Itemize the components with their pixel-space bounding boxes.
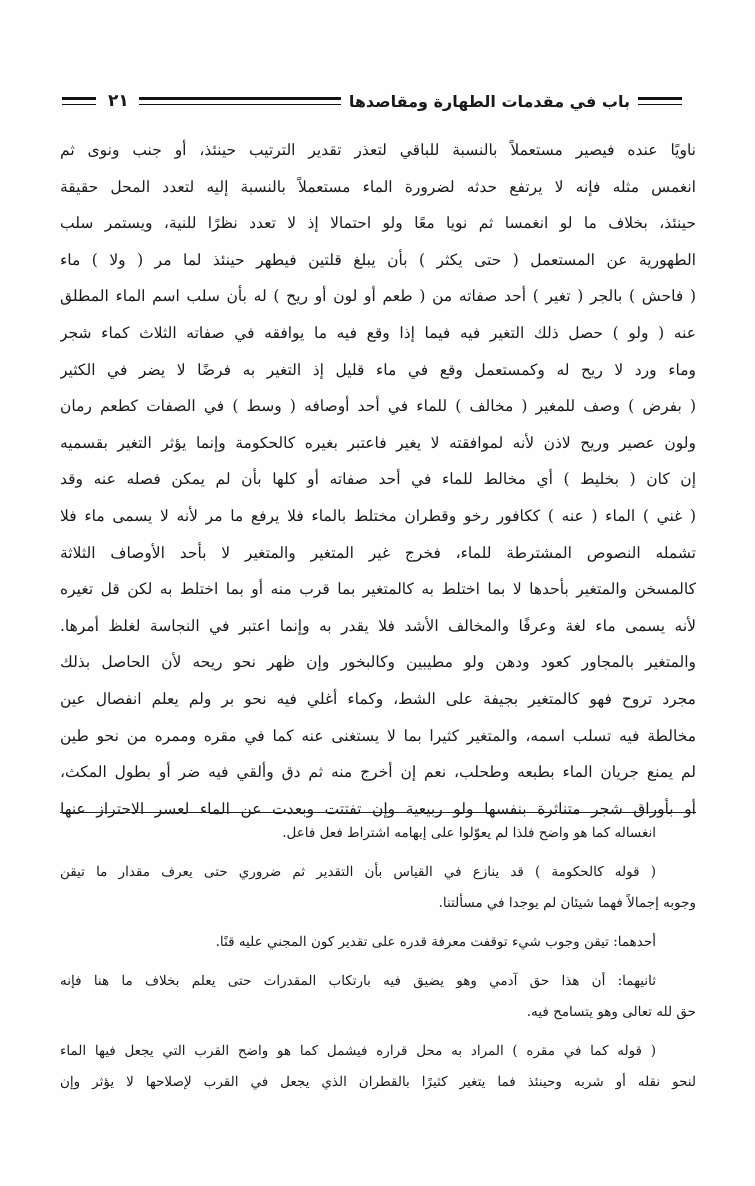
body-text-line: وماء ورد لا ريح له وكمستعمل وقع في ماء قليل إذ التغير به فرضًا لا يضر في الكثير [60, 360, 696, 379]
body-text-line: تشمله النصوص المشترطة للماء، فخرج غير المتغير والمتغير لا بأحد الأوصاف الثلاثة [60, 543, 696, 562]
body-text-line: والمتغير بالمجاور كعود ودهن ولو مطيبين وكالبخور وإن ظهر نحو ريحه لأن الحاصل بذلك [60, 653, 696, 672]
body-text-line: ( غني ) الماء ( عنه ) ككافور رخو وقطران مختلط بالماء فلا يرفع ما مر لأنه لا يسمى ماء فلا [60, 506, 696, 525]
page-number: ٢١ [108, 91, 129, 111]
body-text-line: إن كان ( بخليط ) أي مخالط للماء في أحد صفاته أو كلها بأن لم يمكن فصله عنه وقد [60, 470, 696, 489]
body-text-line: حينئذ، بخلاف ما لو انغمسا ثم نويا معًا ولو احتمالا إذ لا تعدد نظرًا للنية، ويستمر سلب [60, 214, 696, 233]
body-text-line: كالمسخن والمتغير بأحدها لا بما اختلط به كالمتغير بما قرب منه أو بما اختلط به لكن قل تغيره [60, 580, 696, 599]
body-text-line: عنه ( ولو ) حصل ذلك التغير فيه فيما إذا وقع فيه ما يوافقه في صفاته الثلاث كماء شجر [60, 323, 696, 342]
header-rule-middle [139, 97, 341, 105]
body-text-line: انغمس مثله فإنه لا يرتفع حدثه لضرورة الماء مستعملاً بالنسبة إليه لتعدد المحل حقيقة [60, 177, 696, 196]
footnote-line: ثانيهما: أن هذا حق آدمي وهو يضيق فيه بارتكاب المقدرات حتى يعلم بخلاف ما هنا فإنه [60, 973, 656, 989]
footnote-line: أحدهما: تيقن وجوب شيء توقفت معرفة قدره على تقدير كون المجني عليه قنًا. [215, 934, 656, 950]
page-header [62, 86, 682, 116]
header-rule-right [638, 97, 682, 105]
body-text-line: ولون عصير وريح لاذن لأنه لموافقته لا يغير فاعتبر بغيره كالحكومة وإنما يؤثر التغير بقسميه [60, 433, 696, 452]
footnotes-section [60, 818, 696, 1098]
footnote-continuation-line: انغساله كما هو واضح فلذا لم يعوّلوا على إبهامه اشتراط فعل فاعل. [282, 825, 656, 841]
body-text-line: أو بأوراق شجر متناثرة بنفسها ولو ربيعية وإن تفتتت وبعدت عن الماء لعسر الاحتراز عنها [60, 799, 696, 818]
body-text-line: لم يمنع جريان الماء بطبعه وطحلب، نعم إن أخرج منه ثم دق وألقي فيه ضر أو بطول المكث، [60, 763, 696, 782]
body-text-line: الطهورية عن المستعمل ( حتى يكثر ) بأن يبلغ قلتين فيطهر حينئذ لما مر ( ولا ) ماء [60, 250, 696, 269]
body-text-line: لأنه يسمى ماء لغة وعرفًا والمخالف الأشد فلا يقدر به وإنما اعتبر في النجاسة لغلظ أمرها. [60, 616, 696, 635]
body-text-line: مخالطة فيه تسلب اسمه، والمتغير كثيرا بما لا يستغنى عنه كما في مقره وممره من نحو طين [60, 726, 696, 745]
header-rule-left [62, 97, 96, 105]
footnote-line: لنحو نقله أو شربه وحينئذ فما يتغير كثيرًا بالقطران الذي يجعل في القرب لإصلاحها لا يؤثر وإن [60, 1074, 696, 1090]
footnote-line: ( قوله كما في مقره ) المراد به محل قراره فيشمل كما هو واضح القرب التي يجعل فيها الماء [60, 1043, 656, 1059]
body-text-line: مجرد تروح فهو كالمتغير بجيفة على الشط، وكماء أغلي فيه نحو بر ولم يعلم انفصال عين [60, 689, 696, 708]
footnote-line: وجوبه إجمالاً فهما شيئان لم يوجدا في مسألتنا. [438, 895, 696, 911]
body-text-line: ( بفرض ) وصف للمغير ( مخالف ) للماء في أحد أوصافه ( وسط ) في الصفات كطعم رمان [60, 397, 696, 416]
body-text-line: ( فاحش ) بالجر ( تغير ) أحد صفاته من ( طعم أو لون أو ريح ) له بأن سلب اسم الماء المطلق [60, 287, 696, 306]
footnote-line: حق لله تعالى وهو يتسامح فيه. [526, 1004, 696, 1020]
running-title: باب في مقدمات الطهارة ومقاصدها [348, 91, 630, 111]
footnote-line: ( قوله كالحكومة ) قد ينازع في القياس بأن التقدير ثم ضروري حتى يعرف مقدار ما تيقن [60, 864, 656, 880]
main-body-text [60, 132, 696, 827]
footnote-divider [60, 812, 696, 813]
body-text-line: ناويًا عنده فيصير مستعملاً بالنسبة للباقي لتعذر تقدير الترتيب حينئذ، أو جنب ونوى ثم [60, 141, 696, 159]
